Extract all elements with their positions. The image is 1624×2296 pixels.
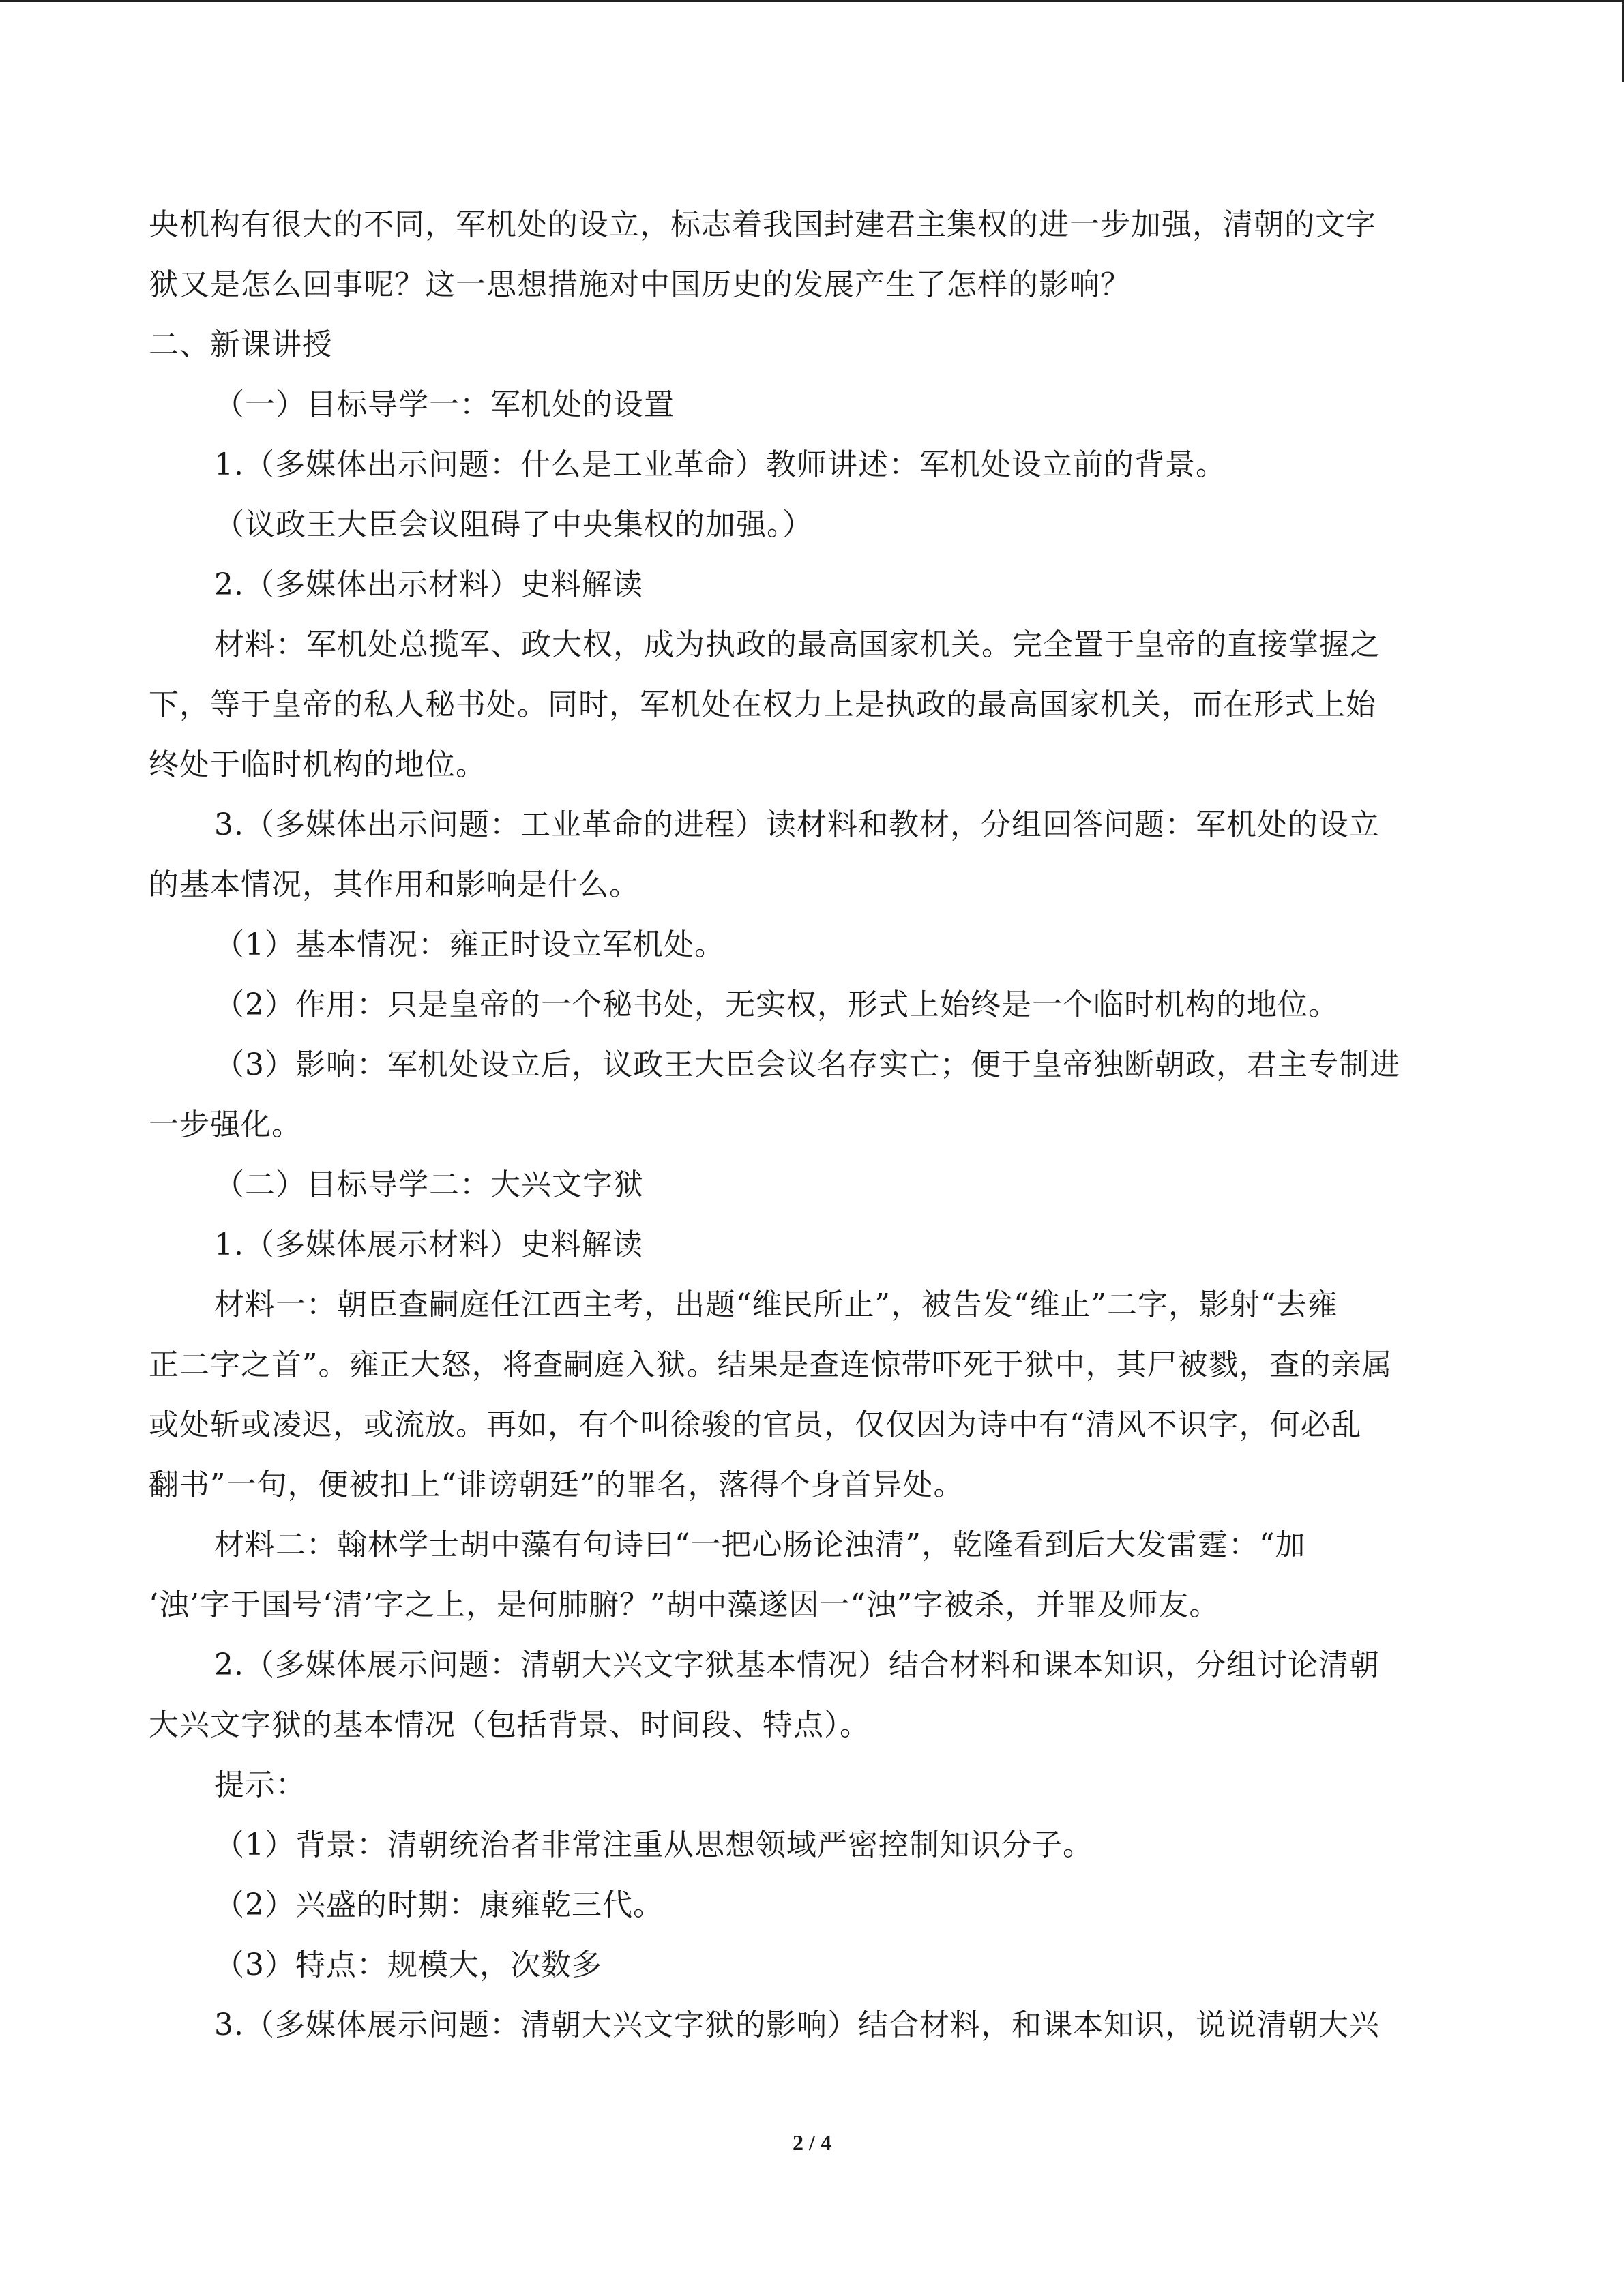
text-line: 央机构有很大的不同，军机处的设立，标志着我国封建君主集权的进一步加强，清朝的文字 bbox=[149, 207, 1376, 242]
text-line: （2）兴盛的时期：康雍乾三代。 bbox=[214, 1888, 664, 1922]
text-line: 2.（多媒体展示问题：清朝大兴文字狱基本情况）结合材料和课本知识，分组讨论清朝 bbox=[214, 1648, 1380, 1682]
text-line: （2）作用：只是皇帝的一个秘书处，无实权，形式上始终是一个临时机构的地位。 bbox=[214, 987, 1339, 1022]
text-line: 终处于临时机构的地位。 bbox=[149, 747, 486, 782]
text-line: 提示： bbox=[214, 1768, 306, 1802]
text-line: 1.（多媒体展示材料）史料解读 bbox=[214, 1227, 643, 1262]
top-border-line bbox=[0, 0, 1624, 2]
text-line: （议政王大臣会议阻碍了中央集权的加强。） bbox=[214, 507, 813, 542]
text-line: （3）影响：军机处设立后，议政王大臣会议名存实亡；便于皇帝独断朝政，君主专制进 bbox=[214, 1047, 1400, 1082]
subsection-heading: （一）目标导学一：军机处的设置 bbox=[214, 387, 675, 422]
text-line: 1.（多媒体出示问题：什么是工业革命）教师讲述：军机处设立前的背景。 bbox=[214, 447, 1226, 482]
text-line: 下，等于皇帝的私人秘书处。同时，军机处在权力上是执政的最高国家机关，而在形式上始 bbox=[149, 687, 1376, 722]
text-line: 狱又是怎么回事呢？这一思想措施对中国历史的发展产生了怎样的影响？ bbox=[149, 267, 1131, 302]
text-line: 翻书”一句，便被扣上“诽谤朝廷”的罪名，落得个身首异处。 bbox=[149, 1467, 964, 1502]
text-line: 的基本情况，其作用和影响是什么。 bbox=[149, 867, 640, 902]
text-line: 材料：军机处总揽军、政大权，成为执政的最高国家机关。完全置于皇帝的直接掌握之 bbox=[214, 627, 1381, 662]
text-line: （1）背景：清朝统治者非常注重从思想领域严密控制知识分子。 bbox=[214, 1828, 1093, 1862]
text-line: ‘浊’字于国号‘清’字之上，是何肺腑？”胡中藻遂因一“浊”字被杀，并罪及师友。 bbox=[149, 1587, 1220, 1622]
text-line: 一步强化。 bbox=[149, 1107, 302, 1142]
text-line: （3）特点：规模大，次数多 bbox=[214, 1948, 602, 1982]
text-line: 大兴文字狱的基本情况（包括背景、时间段、特点）。 bbox=[149, 1708, 870, 1742]
section-heading: 二、新课讲授 bbox=[149, 327, 333, 362]
subsection-heading: （二）目标导学二：大兴文字狱 bbox=[214, 1167, 644, 1202]
text-line: 3.（多媒体展示问题：清朝大兴文字狱的影响）结合材料，和课本知识，说说清朝大兴 bbox=[214, 2008, 1380, 2042]
text-line: 材料一：朝臣查嗣庭任江西主考，出题“维民所止”，被告发“维止”二字，影射“去雍 bbox=[214, 1287, 1338, 1322]
text-line: 材料二：翰林学士胡中藻有句诗曰“一把心肠论浊清”，乾隆看到后大发雷霆：“加 bbox=[214, 1527, 1306, 1562]
text-line: 2.（多媒体出示材料）史料解读 bbox=[214, 567, 643, 602]
page-number: 2 / 4 bbox=[793, 2130, 831, 2155]
text-line: 或处斩或凌迟，或流放。再如，有个叫徐骏的官员，仅仅因为诗中有“清风不识字，何必乱 bbox=[149, 1407, 1362, 1442]
text-line: 3.（多媒体出示问题：工业革命的进程）读材料和教材，分组回答问题：军机处的设立 bbox=[214, 807, 1380, 842]
text-line: 正二字之首”。雍正大怒，将查嗣庭入狱。结果是查连惊带吓死于狱中，其尸被戮，查的亲属 bbox=[149, 1347, 1393, 1382]
text-line: （1）基本情况：雍正时设立军机处。 bbox=[214, 927, 725, 962]
